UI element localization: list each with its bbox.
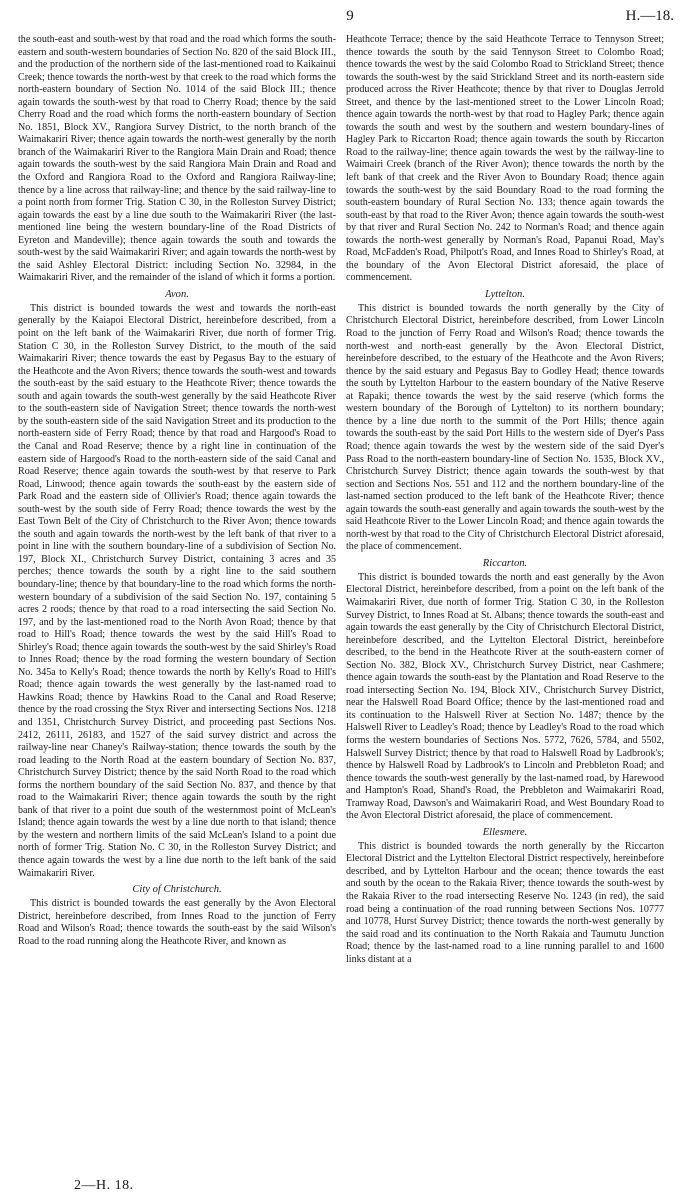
paragraph-city-of-christchurch: This district is bounded towards the east generally by the Avon Electoral District, hereinbefore described, from Innes Road to the junction of Ferry Road and Wilson's Road; thence towards the south-east by the said Wilson's Road to the road running along the Heathcote River, and known as	[18, 898, 336, 947]
section-heading-ellesmere: Ellesmere.	[482, 826, 528, 838]
page-number: 9	[346, 8, 354, 24]
left-column	[18, 34, 336, 948]
paragraph-continuation: the south-east and south-west by that road and the road which forms the south-eastern and south-western boundaries of Section No. 820 of the said Block III., and the production of the northern side of the last-mentioned road to Kaikainui Creek; thence towards the north-west by that creek to the road which forms the north-eastern boundary of Section No. 1014 of the said Block III.; thence again towards the south-west by that road to Cherry Road; thence by the said Cherry Road and the road which forms the north-eastern boundary of Section No. 1851, Block XV., Rangiora Survey District, to the north branch of the Waimakariri River; thence again towards the north-west generally by the north branch of the Waimakariri River to the Rangiora Main Drain and Road; thence again towards the south-west by the said Rangiora Main Drain and Road and the Oxford and Rangiora Road to the Oxford and Rangiora Railway-line; thence by a line across that railway-line; and thence by the said railway-line to a point north from former Trig. Station C 30, in the Rolleston Survey District; again towards the east by a line due south to the Waimakariri River (the last-mentioned line being the western boundary-line of the Road Districts of Eyreton and Mandeville); thence again towards the south and towards the south-west by the said Waimakariri River; and again towards the north-west by the said Ashley Electoral District: including Section No. 32984, in the Waimakariri River, and the remainder of the island of which it forms a portion.	[18, 34, 336, 284]
section-heading-lyttelton: Lyttelton.	[485, 288, 525, 300]
document-reference: H.—18.	[625, 8, 674, 24]
paragraph-ellesmere: This district is bounded towards the north generally by the Riccarton Electoral District and the Lyttelton Electoral District respectively, hereinbefore described, and by Lyttelton Harbour and the ocean; thence towards the east and south by the ocean to the Rakaia River; thence towards the south-west by the Rakaia River to the road intersecting Reserve No. 1243 (in red), the said road being a continuation of the road running between Sections Nos. 10777 and 10778, Hurst Survey District; thence towards the north-west generally by the said road and its continuation to the North Rakaia and Taumutu Junction Road; thence by the last-named road to a line running parallel to and 1600 links distant at a	[346, 840, 664, 965]
right-column	[346, 34, 664, 966]
section-heading-avon: Avon.	[165, 288, 189, 300]
paragraph-lyttelton: This district is bounded towards the north generally by the City of Christchurch Electoral District, hereinbefore described, from Lower Lincoln Road to the junction of Ferry Road and Wilson's Road; thence towards the north-west and north-east generally by the Avon Electoral District, hereinbefore described, to the estuary of the Heathcote and the Avon Rivers; thence by the said estuary and Pegasus Bay to Godley Head; thence towards the south by Lyttelton Harbour to the eastern boundary of the Native Reserve at Rapaki; thence towards the west by the said reserve (which forms the western boundary of the Borough of Lyttelton) to its northern boundary; thence by a line due north to the summit of the Port Hills; thence again towards the south-east by the said Port Hills to the western side of Dyer's Pass Road; thence again towards the west by the western side of the said Dyer's Pass Road to the north-eastern boundary-line of Section No. 1535, Block XV., Christchurch Survey District; thence again towards the south-west by that section and Sections Nos. 551 and 112 and the northern boundary-line of the last-named section produced to the left bank of the Heathcote River; thence again towards the south-east generally and again towards the south-west by the said Heathcote River to the Lower Lincoln Road; and thence again towards the north-west by that road to the City of Christchurch Electoral District aforesaid, the place of commencement.	[346, 302, 664, 553]
section-heading-riccarton: Riccarton.	[482, 557, 528, 569]
paragraph-avon: This district is bounded towards the west and towards the north-east generally by the Kaiapoi Electoral District, hereinbefore described, from a point on the left bank of the Waimakariri River, due north of former Trig. Station C 30, in the Rolleston Survey District, to the mouth of the said Waimakariri River; thence towards the east by Pegasus Bay to the estuary of the Heathcote and the Avon Rivers; thence towards the south-west and towards the south-east by the said estuary to the Heathcote River; thence towards the south and again towards the south-west generally by the said Heathcote River to the south-eastern side of Navigation Street; thence towards the north-west by the south-eastern side of the said Navigation Street and its production to the north-eastern side of Ferry Road; thence by that road and Hargood's Road to the Canal and Road Reserve; thence by a right line in continuation of the eastern side of Hargood's Road to the north-eastern side of the said Canal and Road Reserve; thence again towards the south-west by that reserve to Park Road, Linwood; thence again towards the south-east by the eastern side of Park Road and the eastern side of Ollivier's Road; thence again towards the south-west by the south side of Ferry Road; thence towards the west by the East Town Belt of the City of Christchurch to the River Avon; thence towards the south and again towards the north-west by the left bank of that river to a point in line with the southern boundary-line of a subdivision of Section No. 197, Block XI., Christchurch Survey District, containing 3 acres and 35 perches; thence towards the south by a right line to the said southern boundary-line; thence by that boundary-line to the road which forms the north-western boundary of a subdivision of the said Section No. 197, containing 5 acres 2 roods; thence by that road to a road intersecting the said Section No. 197, and by the last-mentioned road to the North Avon Road; thence by that road to Hill's Road; thence towards the west by the said Hill's Road to Shirley's Road; thence again towards the south-west by the said Shirley's Road to Innes Road; thence by the road forming the western boundary of Section No. 345a to Kelly's Road; thence towards the north by Kelly's Road to Hill's Road; thence again towards the west generally by the last-named road to Hawkins Road; thence by Hawkins Road to the Canal and Road Reserve; thence by the road crossing the Styx River and intersecting Sections Nos. 1218 and 1351, Christchurch Survey District, and proceeding past Sections Nos. 2412, 26111, 26183, and 1527 of the said survey district and across the railway-line near Chaney's Railway-station; thence towards the south by the road leading to the North Road at the eastern boundary of Section No. 837, Christchurch Survey District; thence by the said North Road to the road which forms the northern boundary of the said Section No. 837, and thence by that road to the Waimakariri River; thence again towards the south by the right bank of that river to a point due south of the westernmost point of McLean's Island; thence again towards the west by a line due north to that island; thence by the western and northern limits of the said McLean's Island to a point due north of former Trig. Station No. C 30, in the Rolleston Survey District; and thence again towards the west by a line due north to the left bank of the said Waimakariri River.	[18, 302, 336, 879]
section-heading-city-of-christchurch: City of Christchurch.	[132, 884, 222, 896]
page-header	[0, 8, 700, 30]
paragraph-riccarton: This district is bounded towards the north and east generally by the Avon Electoral District, hereinbefore described, from a point on the left bank of the Waimakariri River, due north of former Trig. Station C 30, in the Rolleston Survey District, to Innes Road at St. Albans; thence towards the south-east and again towards the east generally by the City of Christchurch Electoral District, hereinbefore described, and the Lyttelton Electoral District, hereinbefore described, to the bend in the Heathcote River at the south-eastern corner of Section No. 382, Block XV., Christchurch Survey District, near Cashmere; thence again towards the south-east by the Plantation and Road Reserve to the road intersecting Section No. 194, Block XIV., Christchurch Survey District, near the Halswell Road Board Office; thence by the last-mentioned road and its continuation to the Halswell River at Section No. 1487; thence by the Halswell River to Leadley's Road; thence by Leadley's Road to the road which forms the western boundaries of Sections Nos. 5772, 7626, 5784, and 5502, Halswell Survey District; thence by that road to Halswell Road by Ladbrook's; thence by Halswell Road by Ladbrook's to Lincoln and Prebbleton Road; and thence towards the south-west generally by the last-named road, by Harewood and Hampton's Road, Shand's Road, the Prebbleton and Waimakariri Road, Tramway Road, Dawson's and Waimakariri Road, and West Boundary Road to the Avon Electoral District aforesaid, the place of commencement.	[346, 571, 664, 822]
footer-signature: 2—H. 18.	[74, 1178, 134, 1193]
paragraph-continuation: Heathcote Terrace; thence by the said Heathcote Terrace to Tennyson Street; thence towards the south by the said Tennyson Street to Colombo Road; thence towards the west by the said Colombo Road to Strickland Street; thence towards the south-west by the said Strickland Street and its north-eastern side produced across the River Heathcote; thence by that river to Douglas Jerrold Street, and thence by the last-mentioned street to the Lower Lincoln Road; thence again towards the north-west by that road to Hagley Park; thence again towards the south and west by the southern and western boundary-lines of Hagley Park to Riccarton Road; thence again towards the south by Riccarton Road to the railway-line; thence again towards the west by the railway-line to Waimairi Creek (branch of the River Avon); thence towards the north by the left bank of that creek and the River Avon to Boundary Road; thence again towards the south-west by the said Boundary Road to the road forming the south-eastern boundary of Rural Section No. 133; thence again towards the south-east by that road to the River Avon; thence again towards the south-west by that river and Rural Section No. 242 to Norman's Road; and thence again towards the north-west generally by Norman's Road, Papanui Road, May's Road, McFadden's Road, Philpott's Road, and Innes Road to Shirley's Road, at the boundary of the Avon Electoral District aforesaid, the place of commencement.	[346, 34, 664, 284]
